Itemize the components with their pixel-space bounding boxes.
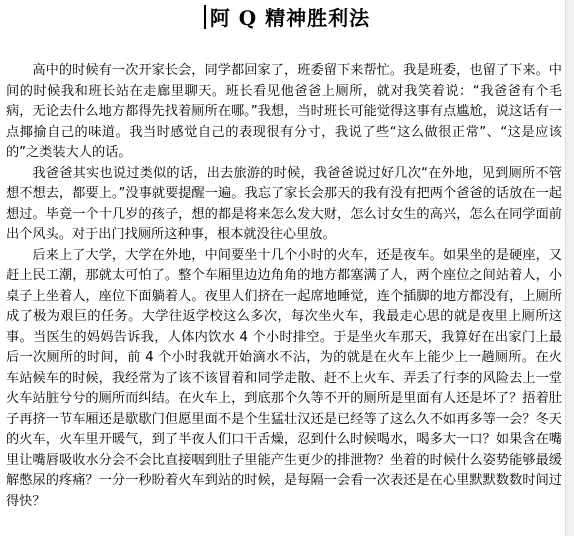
document-body xyxy=(6,61,562,512)
text-cursor xyxy=(204,5,206,29)
title-row xyxy=(0,4,574,34)
vertical-scrollbar[interactable] xyxy=(565,0,574,536)
paragraph-2: 我爸爸其实也说过类似的话，出去旅游的时候，我爸爸说过好几次“在外地，见到厕所不管想不想去，都要上。”没事就要提醒一遍。我忘了家长会那天的我有没有把两个爸爸的话放在一起想过。毕竟一个十几岁的孩子，想的都是将来怎么发大财，怎么讨女生的高兴，怎么在同学面前出个风头。对于出门找厕所这种事，根本就没往心里放。 xyxy=(6,165,562,242)
paragraph-1: 高中的时候有一次开家长会，同学都回家了，班委留下来帮忙。我是班委，也留了下来。中间的时候我和班长站在走廊里聊天。班长看见他爸爸上厕所，就对我笑着说：“我爸爸有个毛病，无论去什么地方都得先找着厕所在哪。”我想，当时班长可能觉得这事有点尴尬，说这话有一点揶揄自己的味道。我当时感觉自己的表现很有分寸，我说了些“这么做很正常”、“这是应该的”之类装大人的话。 xyxy=(6,63,562,160)
document-title: 阿 Q 精神胜利法 xyxy=(209,6,371,30)
paragraph-3: 后来上了大学，大学在外地，中间要坐十几个小时的火车，还是夜车。如果坐的是硬座，又赶上民工潮，那就太可怕了。整个车厢里边边角角的地方都塞满了人，两个座位之间站着人，小桌子上坐着人，座位下面躺着人。夜里人们挤在一起席地睡觉，连个插脚的地方都没有，上厕所成了极为艰巨的任务。大学往返学校这么多次，每次坐火车，我最走心思的就是夜里上厕所这事。当医生的妈妈告诉我，人体内饮水 4 个小时排空。于是坐火车那天，我算好在出家门上最后一次厕所的时间，前 4 个小时我就开始滴水不沾，为的就是在火车上能少上一趟厕所。在火车站候车的时候，我经常为了该不该冒着和同学走散、赶不上火车、弄丢了行李的风险去上一堂火车站脏兮兮的厕所而纠结。在火车上，到底那个久等不开的厕所是里面有人还是坏了？捂着肚子再挤一节车厢还是歇歇门但愿里面不是个生猛壮汉还是已经等了这么久不如再多等一会？冬天的火车，火车里开暖气，到了半夜人们口干舌燥，忍到什么时候喝水，喝多大一口？如果含在嘴里让嘴唇吸收水分会不会比直接咽到肚子里能产生更少的排泄物？坐着的时候什么姿势能够最缓解憋尿的疼痛？一分一秒盼着火车到站的时候，是每隔一会看一次表还是在心里默默数数时间过得快？ xyxy=(6,247,562,509)
title-wrap xyxy=(204,4,370,32)
